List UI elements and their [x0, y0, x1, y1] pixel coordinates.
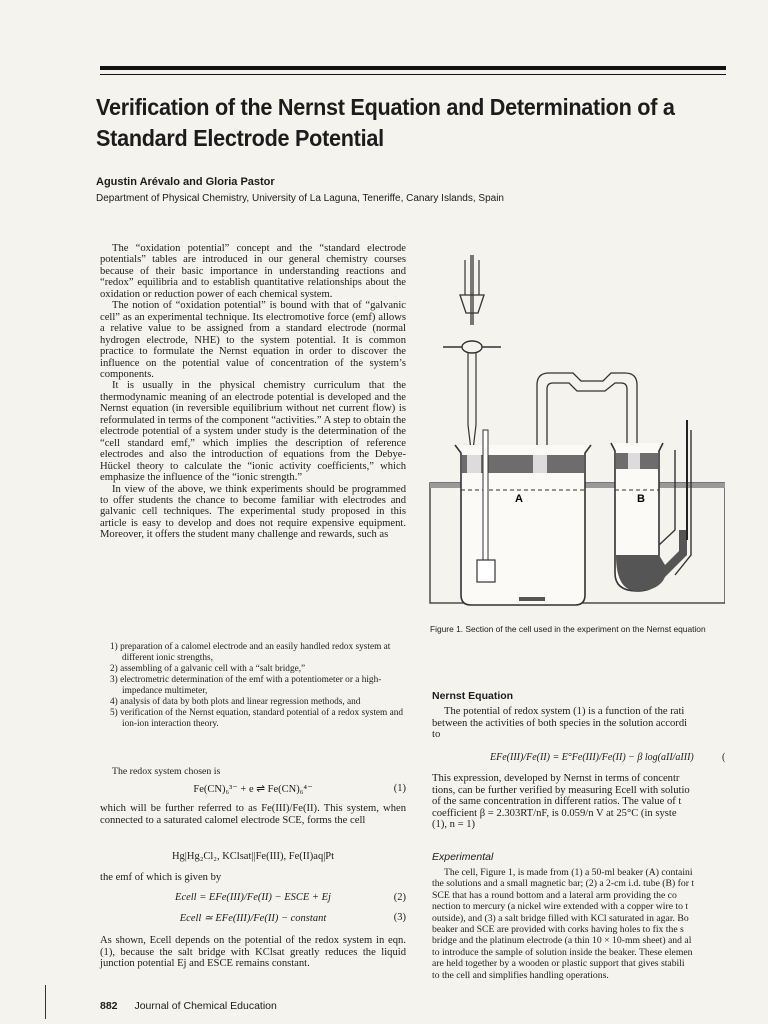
emf-intro: the emf of which is given by: [100, 872, 222, 883]
text-line: nection to mercury (a nickel wire extended with a copper wire to t: [432, 901, 689, 913]
page-number: 882: [100, 1000, 118, 1012]
list-item: 3) electrometric determination of the emf with a potentiometer or a high-impedance multimeter,: [110, 675, 382, 696]
text-line: outside), and (3) a salt bridge filled with KCl saturated in agar. Bo: [432, 912, 689, 924]
text-line: (1), n = 1): [432, 819, 476, 831]
authors: Agustin Arévalo and Gloria Pastor: [96, 176, 275, 188]
equation-number: (3): [393, 912, 406, 923]
system-text: which will be further referred to as Fe(III)/Fe(II). This system, when connected to a saturated calomel electrode SCE, forms the cell: [100, 803, 406, 826]
equation-text: EFe(III)/Fe(II) = E°Fe(III)/Fe(II) − β log(aII/aIII): [490, 752, 694, 763]
label-b: B: [637, 493, 645, 505]
list-item: 1) preparation of a calomel electrode and an easily handled redox system at different ionic strengths,: [110, 642, 391, 663]
figure-caption: Figure 1. Section of the cell used in the experiment on the Nernst equation: [430, 624, 706, 634]
page-edge-mark: [45, 985, 46, 1019]
equation-number: (1): [393, 783, 406, 794]
list-item: 2) assembling of a galvanic cell with a “salt bridge,”: [110, 664, 306, 674]
experimental-text: [432, 867, 732, 981]
affiliation: Department of Physical Chemistry, University of La Laguna, Teneriffe, Canary Islands, Spain: [96, 193, 504, 204]
funnel-stem: [470, 255, 474, 325]
platinum-electrode: [483, 430, 488, 560]
text-line: coefficient β = 2.303RT/nF, is 0.059/n V at 25°C (in syste: [432, 807, 677, 819]
text-line: beaker and SCE are provided with corks having holes to fix the s: [432, 924, 684, 936]
equation-number: (: [722, 752, 726, 763]
text-line: of the same concentration in different ratios. The value of t: [432, 796, 682, 808]
section-heading-nernst: Nernst Equation: [432, 690, 514, 702]
objectives-list: [110, 642, 406, 730]
text-line: to introduce the sample of solution inside the beaker. These elemen: [432, 946, 693, 958]
text-line: to: [432, 729, 441, 741]
footer: [100, 1000, 277, 1012]
paragraph: The “oxidation potential” concept and the “standard electrode potentials” tables are introduced in our general chemistry courses because of their basic importance in understanding reactions and “redox” equilibria and to establish quantitative relationships about the oxidation or reduction power of each chemical system.: [100, 243, 406, 300]
redox-intro: The redox system chosen is: [112, 766, 221, 777]
article-title: Verification of the Nernst Equation and Determination of a Standard Electrode Potential: [96, 94, 675, 151]
equation-3: [100, 912, 406, 924]
nernst-intro: [432, 706, 732, 741]
salt-bridge: [537, 373, 637, 445]
paragraph: In view of the above, we think experiments should be programmed to offer students the chance to become familiar with electrodes and galvanic cell techniques. The experimental study proposed in this article is easy to develop and does not require expensive equipment. Moreover, it offers the student many challenge and rewards, such as: [100, 483, 406, 541]
equation-text: Ecell = EFe(III)/Fe(II) − ESCE + Ej: [175, 892, 331, 903]
cell-notation: Hg|Hg₂Cl₂, KClsat||Fe(III), Fe(II)aq|Pt: [171, 851, 335, 862]
list-item: 4) analysis of data by both plots and linear regression methods, and: [110, 697, 361, 707]
cell-figure: [425, 255, 725, 615]
text-line: The cell, Figure 1, is made from (1) a 50-ml beaker (A) containi: [444, 867, 693, 878]
paragraph: The notion of “oxidation potential” is bound with that of “galvanic cell” as an experimental technique. Its electromotive force (emf) allows a relative value to be assigned from a standard electrode (normal hydrogen electrode, NHE) to the system potential. It is common practice to formulate the Nernst equation in order to discover the influence on the potential value of concentration of the system’s components.: [100, 300, 406, 380]
text-line: between the activities of both species in the solution accordi: [432, 717, 688, 729]
cell-diagram: [425, 255, 725, 615]
text-line: SCE that has a round bottom and a lateral arm providing the co: [432, 889, 677, 901]
top-rule-thin: [100, 74, 726, 75]
text-line: to the cell and simplifies handling operations.: [432, 969, 609, 981]
text-line: the solutions and a small magnetic bar; (2) a 2-cm i.d. tube (B) for t: [432, 878, 695, 890]
equation-text: Ecell ≃ EFe(III)/Fe(II) − constant: [179, 913, 327, 924]
text-line: tions, can be further verified by measuring Ecell with solutio: [432, 784, 690, 796]
text-line: are held together by a wooden or plastic support that gives stabili: [432, 958, 685, 970]
equation-1: [100, 783, 406, 795]
nernst-explanation: [432, 773, 732, 831]
journal-name: Journal of Chemical Education: [134, 1000, 277, 1012]
text-line: bridge and the platinum electrode (a thin 10 × 10-mm sheet) and al: [432, 935, 692, 947]
equation-number: (2): [393, 892, 406, 903]
top-rule: [100, 66, 726, 70]
list-item: 5) verification of the Nernst equation, standard potential of a redox system and ion-ion interaction theory.: [110, 708, 404, 729]
label-a: A: [515, 493, 523, 505]
equation-2: [100, 892, 406, 903]
intro-column: [100, 243, 406, 541]
closing-paragraph: As shown, Ecell depends on the potential of the redox system in eqn. (1), because the salt bridge with KClsat greatly reduces the liquid junction potential Ej and ESCE remains constant.: [100, 935, 406, 970]
text-line: This expression, developed by Nernst in terms of concentr: [432, 773, 680, 784]
section-heading-experimental: Experimental: [432, 851, 494, 863]
nernst-equation: [490, 752, 740, 763]
text-line: The potential of redox system (1) is a function of the rati: [444, 706, 685, 717]
equation-text: Fe(CN)₆³⁻ + e ⇌ Fe(CN)₆⁴⁻: [193, 784, 313, 795]
stir-bar: [519, 597, 545, 601]
stopcock: [462, 341, 482, 353]
paragraph: It is usually in the physical chemistry curriculum that the thermodynamic meaning of an electrode potential is developed and the Nernst equation (in reversible equilibrium without net current flow) is reformulated in terms of the component “activities.” A step to obtain the electrode potential of a system under study is the determination of the “cell standard emf,” which implies the description of reference electrodes and also the introduction of equations from the Debye-Hückel theory to calculate the “ionic activity coefficients,” which emphasize the influence of the “ionic strength.”: [100, 380, 406, 484]
